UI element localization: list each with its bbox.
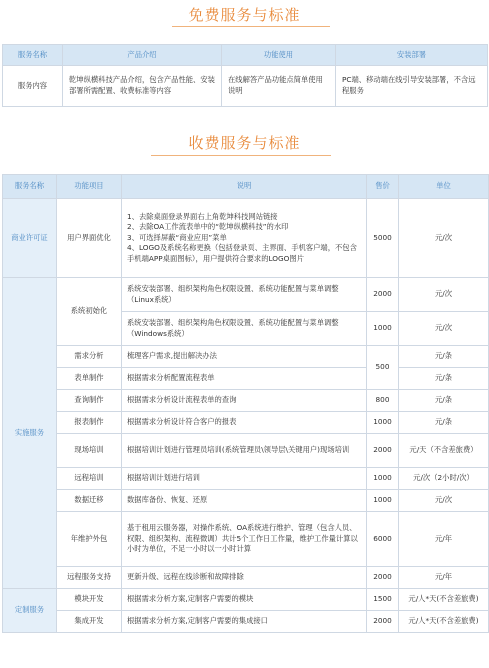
row-unit: 元/条 <box>399 390 489 412</box>
table-row <box>3 346 489 368</box>
row-unit: 元/条 <box>399 412 489 434</box>
row-unit: 元/次 <box>399 278 489 312</box>
free-row-product-intro: 乾坤纵横科技产品介绍，包含产品性能、安装部署所需配置、收费标准等内容 <box>63 66 222 107</box>
row-description: 根据需求分析方案,定制客户需要的模块 <box>122 589 367 611</box>
row-price: 5000 <box>367 199 399 278</box>
row-description: 根据需求分析方案,定制客户需要的集成接口 <box>122 611 367 633</box>
row-price: 2000 <box>367 611 399 633</box>
row-description: 更新升级、远程在线诊断和故障排除 <box>122 567 367 589</box>
row-item: 远程培训 <box>57 468 122 490</box>
row-description: 根据需求分析配置流程表单 <box>122 368 367 390</box>
row-price: 2000 <box>367 434 399 468</box>
paid-header-item: 功能项目 <box>57 175 122 199</box>
table-row <box>3 390 489 412</box>
paid-header-unit: 单位 <box>399 175 489 199</box>
paid-table-header-row <box>3 175 489 199</box>
row-price: 1000 <box>367 468 399 490</box>
paid-header-price: 售价 <box>367 175 399 199</box>
row-item: 远程服务支持 <box>57 567 122 589</box>
row-price: 800 <box>367 390 399 412</box>
row-price: 2000 <box>367 567 399 589</box>
row-description: 基于租用云服务器，对操作系统、OA系统进行维护、管理（包含人员、权限、组织架构、流程微调）共计5个工作日工作量，维护工作量计算以小时为单位，不足一小时以一小时计算 <box>122 512 367 567</box>
free-row-service-content: 服务内容 <box>3 66 63 107</box>
free-table-header-row <box>3 45 488 66</box>
free-header-product-intro: 产品介绍 <box>63 45 222 66</box>
table-row <box>3 368 489 390</box>
category-commercial-license: 商业许可证 <box>3 199 57 278</box>
free-header-function-use: 功能使用 <box>222 45 336 66</box>
row-price: 1000 <box>367 490 399 512</box>
table-row <box>3 490 489 512</box>
row-price: 1000 <box>367 312 399 346</box>
paid-services-table <box>2 174 489 633</box>
row-unit: 元/人*天(不含差旅费) <box>399 611 489 633</box>
table-row <box>3 278 489 312</box>
row-description: 根据培训计划进行培训 <box>122 468 367 490</box>
row-price: 1000 <box>367 412 399 434</box>
row-item: 需求分析 <box>57 346 122 368</box>
row-description: 梳理客户需求,提出解决办法 <box>122 346 367 368</box>
paid-header-description: 说明 <box>122 175 367 199</box>
row-description: 系统安装部署、组织架构角色权限设置、系统功能配置与菜单调整（Linux系统） <box>122 278 367 312</box>
paid-header-service-name: 服务名称 <box>3 175 57 199</box>
free-header-service-name: 服务名称 <box>3 45 63 66</box>
row-unit: 元/次 <box>399 490 489 512</box>
row-description: 系统安装部署、组织架构角色权限设置、系统功能配置与菜单调整（Windows系统） <box>122 312 367 346</box>
row-item: 数据迁移 <box>57 490 122 512</box>
row-unit: 元/人*天(不含差旅费) <box>399 589 489 611</box>
row-price: 1500 <box>367 589 399 611</box>
row-unit: 元/年 <box>399 512 489 567</box>
row-unit: 元/天（不含差旅费） <box>399 434 489 468</box>
row-price: 500 <box>367 346 399 390</box>
row-item: 报表制作 <box>57 412 122 434</box>
row-item: 用户界面优化 <box>57 199 122 278</box>
row-description: 1、去除桌面登录界面右上角乾坤科技网站链接 2、去除OA工作流表单中的“乾坤纵横科技”的水印 3、可选择屏蔽“商业应用”菜单 4、LOGO及系统名称更换（包括登录页、主界面、手机客户端，不包含手机端APP桌面图标），用户提供符合要求的LOGO图片 <box>122 199 367 278</box>
row-unit: 元/次 <box>399 312 489 346</box>
paid-services-title: 收费服务与标准 <box>188 134 301 152</box>
paid-title-underline <box>151 155 331 156</box>
row-unit: 元/年 <box>399 567 489 589</box>
row-item: 查询制作 <box>57 390 122 412</box>
row-item: 表单制作 <box>57 368 122 390</box>
free-services-table <box>2 44 488 107</box>
table-row <box>3 512 489 567</box>
table-row <box>3 199 489 278</box>
table-row <box>3 434 489 468</box>
table-row <box>3 412 489 434</box>
free-row-installation: PC端、移动端在线引导安装部署，不含远程服务 <box>336 66 488 107</box>
row-item: 年维护外包 <box>57 512 122 567</box>
row-unit: 元/次（2小时/次） <box>399 468 489 490</box>
row-description: 根据培训计划进行管理员培训(系统管理员\领导层\关键用户)现场培训 <box>122 434 367 468</box>
row-item: 集成开发 <box>57 611 122 633</box>
free-services-title: 免费服务与标准 <box>188 6 301 24</box>
row-price: 2000 <box>367 278 399 312</box>
free-table-row <box>3 66 488 107</box>
row-description: 根据需求分析设计流程表单的查询 <box>122 390 367 412</box>
table-row <box>3 589 489 611</box>
row-unit: 元/条 <box>399 368 489 390</box>
table-row <box>3 567 489 589</box>
free-header-installation: 安装部署 <box>336 45 488 66</box>
row-description: 数据库备份、恢复、还原 <box>122 490 367 512</box>
row-unit: 元/条 <box>399 346 489 368</box>
row-item: 现场培训 <box>57 434 122 468</box>
row-item: 系统初始化 <box>57 278 122 346</box>
table-row <box>3 611 489 633</box>
free-row-function-use: 在线解答产品功能点简单使用说明 <box>222 66 336 107</box>
free-title-underline <box>172 26 330 27</box>
row-item: 模块开发 <box>57 589 122 611</box>
table-row <box>3 468 489 490</box>
category-custom: 定制服务 <box>3 589 57 633</box>
row-unit: 元/次 <box>399 199 489 278</box>
category-implementation: 实施服务 <box>3 278 57 589</box>
row-description: 根据需求分析设计符合客户的报表 <box>122 412 367 434</box>
row-price: 6000 <box>367 512 399 567</box>
